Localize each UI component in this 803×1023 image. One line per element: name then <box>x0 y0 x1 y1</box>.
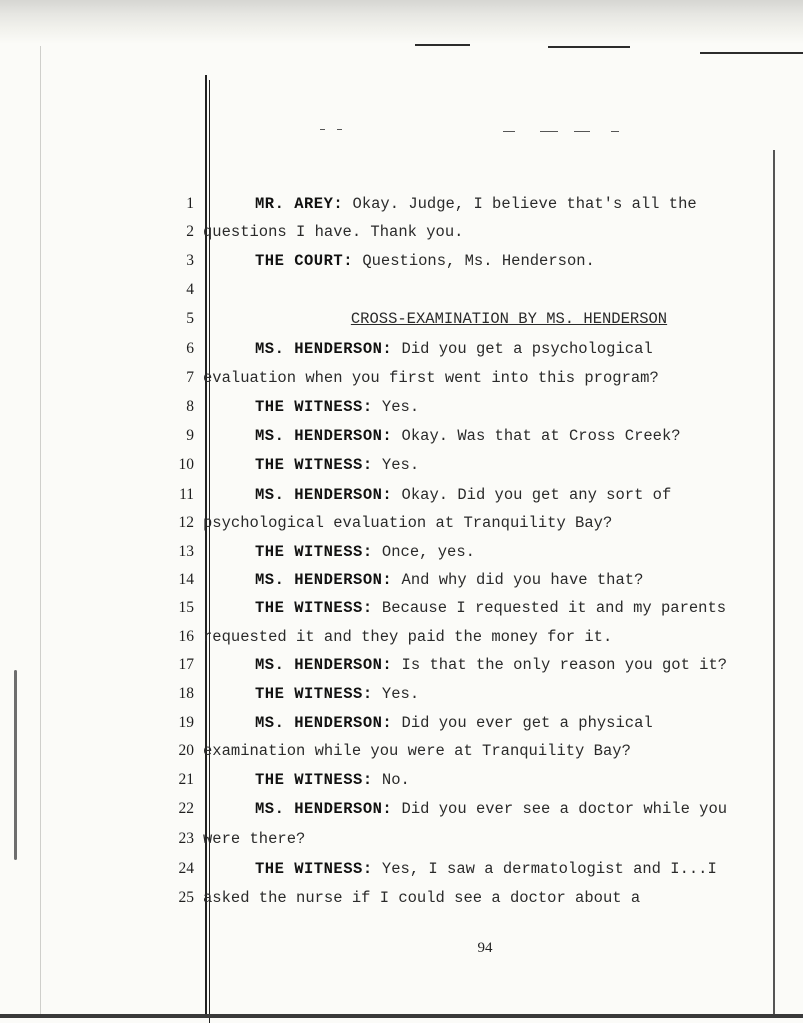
line-content: Questions, Ms. Henderson. <box>353 252 595 270</box>
line-text <box>203 543 773 561</box>
scan-speck <box>503 131 515 132</box>
speaker-label: THE WITNESS: <box>255 543 373 561</box>
transcript-line <box>0 340 803 366</box>
transcript-line <box>0 427 803 453</box>
scan-speck <box>540 131 558 132</box>
line-number: 3 <box>186 252 194 269</box>
speaker-label: MR. AREY: <box>255 195 344 213</box>
transcript-line <box>0 195 803 221</box>
line-text: requested it and they paid the money for it. <box>203 628 613 646</box>
scan-speck <box>320 129 325 130</box>
page-number: 94 <box>477 940 493 956</box>
page-bottom-edge <box>0 1014 803 1018</box>
speaker-label: MS. HENDERSON: <box>255 571 393 589</box>
line-number: 25 <box>178 889 194 906</box>
scan-speck <box>611 131 619 132</box>
line-number: 10 <box>178 456 194 473</box>
line-content: Yes. <box>372 398 420 416</box>
line-text <box>203 714 773 732</box>
transcript-line <box>0 369 803 395</box>
line-number: 15 <box>178 599 194 616</box>
line-number: 11 <box>179 486 194 503</box>
line-number: 13 <box>178 543 194 560</box>
line-text <box>203 427 773 445</box>
transcript-line <box>0 514 803 540</box>
line-number: 22 <box>178 800 194 817</box>
transcript-line <box>0 223 803 249</box>
line-content: Okay. Did you get any sort of <box>392 486 672 504</box>
transcript-line <box>0 281 803 307</box>
line-text <box>203 340 773 358</box>
line-number: 23 <box>178 830 194 847</box>
scan-mark <box>415 44 470 46</box>
line-number: 2 <box>186 223 194 240</box>
transcript-line <box>0 656 803 682</box>
transcript-line <box>0 860 803 886</box>
speaker-label: MS. HENDERSON: <box>255 486 393 504</box>
transcript-line <box>0 628 803 654</box>
transcript-line <box>0 252 803 278</box>
speaker-label: THE WITNESS: <box>255 599 373 617</box>
transcript-line <box>0 830 803 856</box>
transcript-line <box>0 685 803 711</box>
line-text: asked the nurse if I could see a doctor about a <box>203 889 641 907</box>
line-content: Did you get a psychological <box>392 340 653 358</box>
line-number: 14 <box>178 571 194 588</box>
transcript-line <box>0 800 803 826</box>
line-text: examination while you were at Tranquility Bay? <box>203 742 631 760</box>
line-content: And why did you have that? <box>392 571 644 589</box>
speaker-label: THE WITNESS: <box>255 860 373 878</box>
line-number: 6 <box>186 340 194 357</box>
line-number: 1 <box>186 195 194 212</box>
line-text <box>203 571 773 589</box>
line-content: Because I requested it and my parents <box>372 599 727 617</box>
line-content: Did you ever get a physical <box>392 714 653 732</box>
line-number: 18 <box>178 685 194 702</box>
line-text <box>203 456 773 474</box>
line-number: 12 <box>178 514 194 531</box>
speaker-label: MS. HENDERSON: <box>255 427 393 445</box>
transcript-line <box>0 771 803 797</box>
speaker-label: THE WITNESS: <box>255 685 373 703</box>
line-number: 7 <box>186 369 194 386</box>
line-number: 5 <box>186 310 194 327</box>
line-text <box>203 656 773 674</box>
line-content: Yes, I saw a dermatologist and I...I <box>372 860 717 878</box>
line-number: 17 <box>178 656 194 673</box>
line-text <box>203 771 773 789</box>
scan-speck <box>574 131 590 132</box>
line-text: were there? <box>203 830 306 848</box>
line-number: 8 <box>186 398 194 415</box>
line-text: psychological evaluation at Tranquility Bay? <box>203 514 613 532</box>
line-number: 21 <box>178 771 194 788</box>
heading-text: CROSS-EXAMINATION BY MS. HENDERSON <box>350 310 668 328</box>
transcript-line <box>0 398 803 424</box>
line-content: Once, yes. <box>372 543 475 561</box>
transcript-line <box>0 742 803 768</box>
line-text: questions I have. Thank you. <box>203 223 464 241</box>
speaker-label: MS. HENDERSON: <box>255 656 393 674</box>
transcript-line <box>0 456 803 482</box>
scan-header-smudge <box>0 0 803 44</box>
section-heading <box>203 310 773 328</box>
transcript-line <box>0 599 803 625</box>
speaker-label: THE WITNESS: <box>255 398 373 416</box>
speaker-label: THE WITNESS: <box>255 771 373 789</box>
line-content: Yes. <box>372 456 420 474</box>
scan-mark <box>548 46 630 48</box>
speaker-label: THE COURT: <box>255 252 354 270</box>
speaker-label: THE WITNESS: <box>255 456 373 474</box>
line-number: 16 <box>178 628 194 645</box>
line-text <box>203 599 773 617</box>
line-text <box>203 252 773 270</box>
line-text <box>203 860 773 878</box>
line-content: No. <box>372 771 410 789</box>
line-number: 20 <box>178 742 194 759</box>
line-content: Okay. Judge, I believe that's all the <box>343 195 697 213</box>
line-number: 9 <box>186 427 194 444</box>
line-text <box>203 398 773 416</box>
speaker-label: MS. HENDERSON: <box>255 714 393 732</box>
speaker-label: MS. HENDERSON: <box>255 340 393 358</box>
transcript-line <box>0 543 803 569</box>
line-text <box>203 685 773 703</box>
line-text <box>203 486 773 504</box>
line-content: Did you ever see a doctor while you <box>392 800 728 818</box>
scan-mark <box>700 52 803 54</box>
line-content: Is that the only reason you got it? <box>392 656 728 674</box>
line-number: 19 <box>178 714 194 731</box>
speaker-label: MS. HENDERSON: <box>255 800 393 818</box>
transcript-line <box>0 310 803 336</box>
transcript-line <box>0 486 803 512</box>
transcript-line <box>0 714 803 740</box>
line-number: 4 <box>186 281 194 298</box>
transcript-line <box>0 889 803 915</box>
line-text: evaluation when you first went into this program? <box>203 369 659 387</box>
line-text <box>203 195 773 213</box>
line-number: 24 <box>178 860 194 877</box>
scan-speck <box>337 129 342 130</box>
line-text <box>203 800 773 818</box>
line-content: Yes. <box>372 685 420 703</box>
line-content: Okay. Was that at Cross Creek? <box>392 427 681 445</box>
transcript-line <box>0 571 803 597</box>
